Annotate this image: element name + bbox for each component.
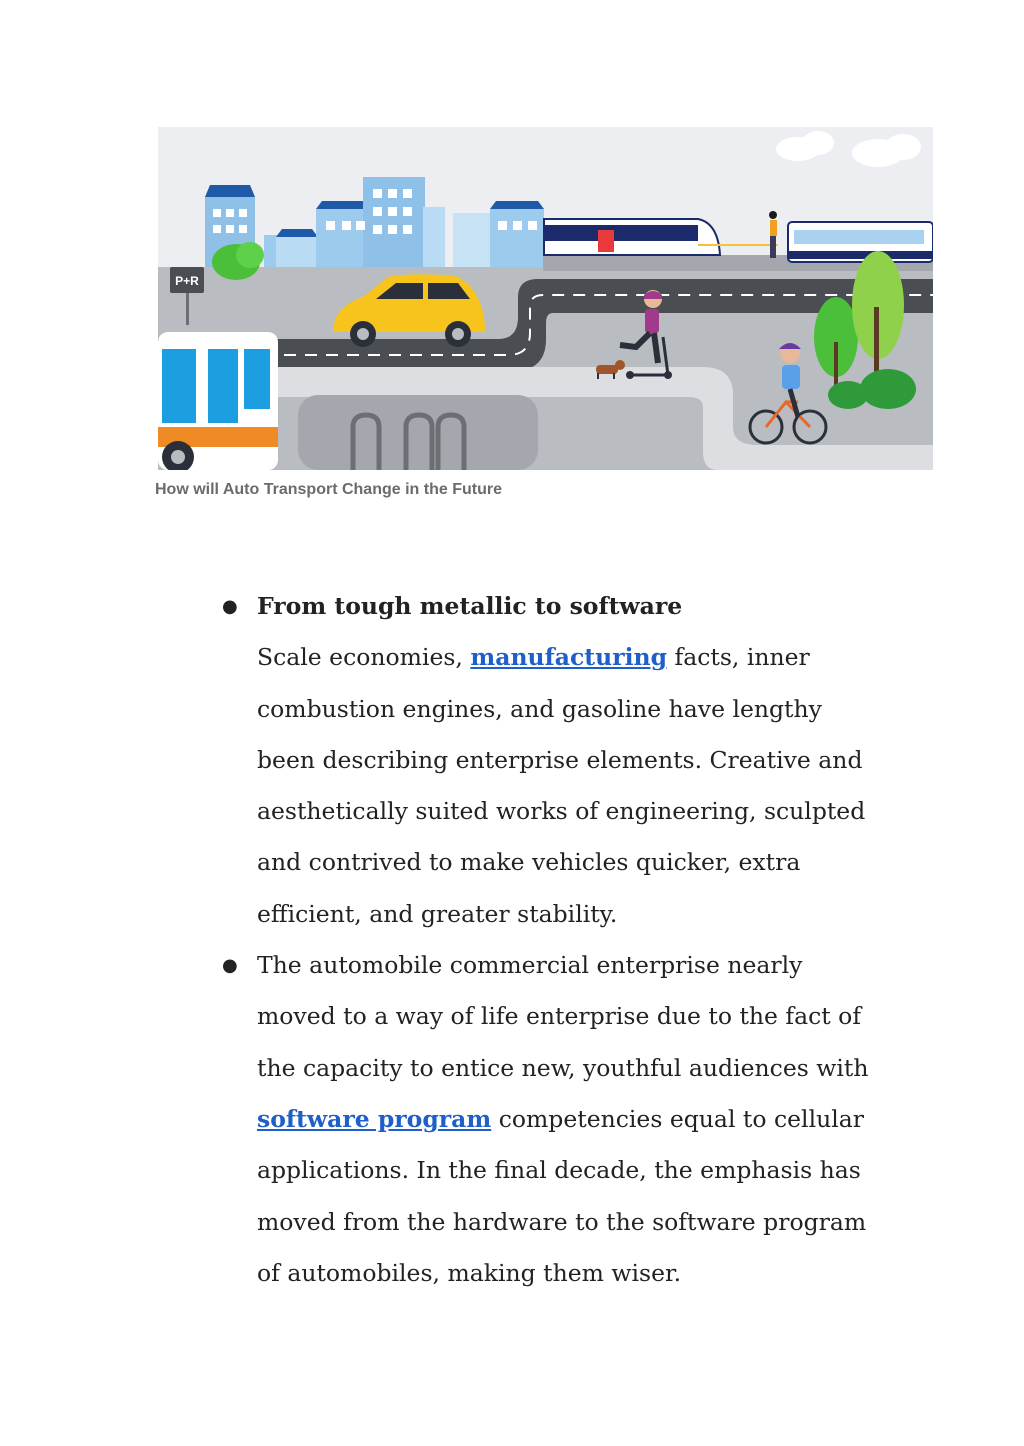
tram-icon bbox=[788, 222, 933, 262]
list-item-text: Scale economies, bbox=[257, 643, 471, 672]
list-item bbox=[222, 581, 882, 940]
list-item bbox=[222, 940, 882, 1299]
sign-text: P+R bbox=[175, 274, 199, 288]
list-item-text: competencies equal to cellular applications. In the final decade, the emphasis has moved from the hardware to the software program of automobiles, making them wiser. bbox=[257, 1104, 867, 1287]
bullet-list bbox=[222, 581, 882, 1299]
bullet-dot: ● bbox=[222, 955, 238, 977]
list-item-heading: From tough metallic to software bbox=[257, 592, 683, 620]
bullet-dot: ● bbox=[222, 596, 238, 617]
list-item-text: facts, inner combustion engines, and gasoline have lengthy been describing enterprise elements. Creative and aesthetically suited works of engineering, sculpted and contrived to make vehicles quicker, extra efficient, and greater stability. bbox=[257, 643, 866, 928]
manufacturing-link[interactable]: manufacturing bbox=[470, 643, 668, 672]
image-caption: How will Auto Transport Change in the Future bbox=[155, 481, 502, 498]
list-item-text: The automobile commercial enterprise nearly moved to a way of life enterprise due to the fact of the capacity to entice new, youthful audiences with bbox=[257, 951, 869, 1082]
hero-illustration bbox=[158, 127, 933, 470]
bus-icon bbox=[158, 332, 278, 470]
bike-rack-icon bbox=[298, 395, 538, 470]
software-program-link[interactable]: software program bbox=[257, 1104, 492, 1133]
